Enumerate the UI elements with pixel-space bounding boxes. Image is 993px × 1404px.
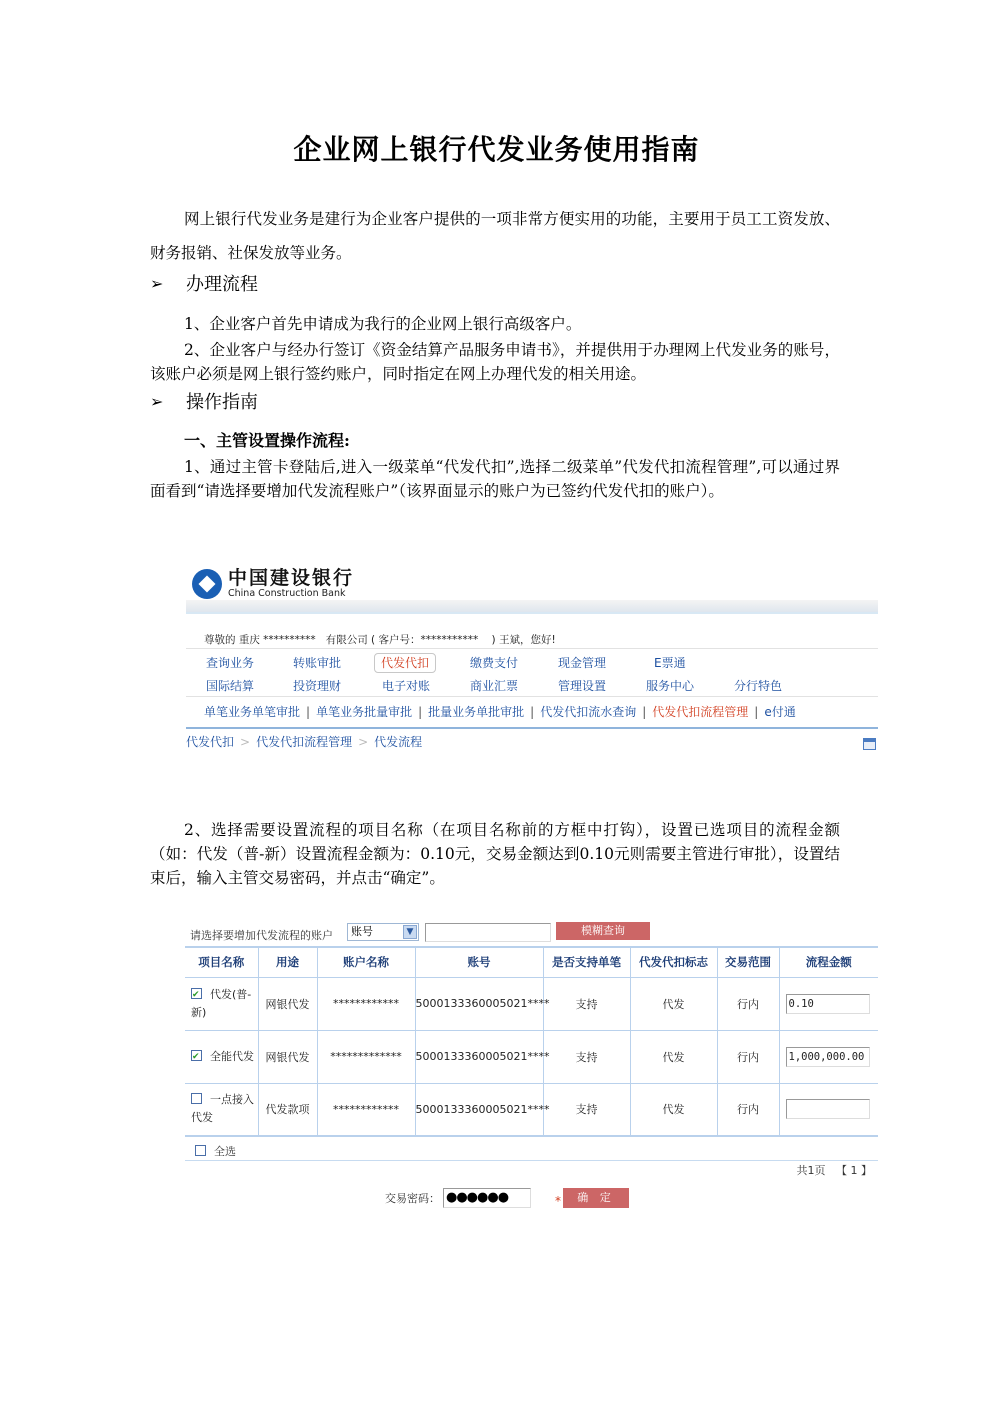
menu-item-intl-settlement[interactable]: 国际结算 — [206, 679, 255, 693]
logo-cn-text: 中国建设银行 — [228, 567, 355, 589]
logo-en-text: China Construction Bank — [228, 588, 346, 599]
main-menu-row-2 — [186, 676, 878, 696]
required-marker: * — [555, 1194, 561, 1208]
table-header-row — [185, 947, 878, 977]
divider — [186, 648, 878, 649]
divider — [186, 727, 878, 729]
column-header: 交易范围 — [717, 947, 779, 977]
ccb-banner-screenshot — [186, 560, 878, 755]
breadcrumb-item: 代发流程 — [374, 735, 423, 749]
submenu-single-batch[interactable]: 单笔业务批量审批 — [316, 705, 413, 719]
item-name: 一点接入代发 — [191, 1093, 254, 1125]
process-amount-input[interactable] — [786, 1099, 870, 1119]
use-cell: 网银代发 — [258, 977, 317, 1030]
greeting-text: 尊敬的 重庆 ********** 有限公司 ( 客户号：*********** ) 王斌，您好! — [204, 634, 556, 646]
use-cell: 网银代发 — [258, 1030, 317, 1083]
column-header: 是否支持单笔 — [543, 947, 630, 977]
menu-item-e-reconciliation[interactable]: 电子对账 — [382, 679, 431, 693]
submenu-single-single[interactable]: 单笔业务单笔审批 — [204, 705, 301, 719]
menu-item-investment[interactable]: 投资理财 — [293, 679, 342, 693]
section-heading-text: 办理流程 — [186, 274, 258, 295]
divider — [186, 696, 878, 697]
use-cell: 代发款项 — [258, 1083, 317, 1136]
window-icon[interactable] — [863, 738, 876, 750]
item-name-cell — [185, 1030, 258, 1083]
transaction-password-input[interactable]: ●●●●●● — [443, 1188, 531, 1208]
item-name: 代发(普-新) — [191, 987, 252, 1019]
account-no-cell: 5000133360005021**** — [415, 1030, 543, 1083]
flag-cell: 代发 — [630, 977, 717, 1030]
account-name-cell: ************* — [317, 1030, 415, 1083]
subheading-supervisor: 一、主管设置操作流程: — [184, 431, 350, 450]
table-row — [185, 977, 878, 1030]
password-label: 交易密码： — [385, 1192, 440, 1205]
item-name: 全能代发 — [210, 1049, 254, 1063]
select-all[interactable] — [195, 1143, 236, 1159]
account-no-cell: 5000133360005021**** — [415, 977, 543, 1030]
account-search-input[interactable] — [425, 923, 551, 942]
amount-cell — [779, 1030, 878, 1083]
process-amount-input[interactable]: 1,000,000.00 — [786, 1047, 870, 1067]
table-row — [185, 1030, 878, 1083]
flag-cell: 代发 — [630, 1083, 717, 1136]
column-header: 代发代扣标志 — [630, 947, 717, 977]
select-all-label: 全选 — [214, 1145, 236, 1158]
single-support-cell: 支持 — [543, 1083, 630, 1136]
menu-item-payroll[interactable]: 代发代扣 — [374, 653, 436, 673]
account-no-cell: 5000133360005021**** — [415, 1083, 543, 1136]
menu-item-transfer-approval[interactable]: 转账审批 — [293, 656, 342, 670]
section-heading-text: 操作指南 — [186, 392, 258, 413]
account-name-cell: ************ — [317, 1083, 415, 1136]
chevron-right-icon: > — [358, 735, 369, 749]
section-heading-process — [150, 270, 258, 296]
payroll-process-screenshot — [185, 920, 878, 1215]
row-checkbox[interactable] — [191, 1093, 202, 1104]
menu-item-management[interactable]: 管理设置 — [558, 679, 607, 693]
payroll-items-table — [185, 946, 878, 1137]
menu-item-cash-management[interactable]: 现金管理 — [558, 656, 607, 670]
select-all-checkbox[interactable] — [195, 1145, 206, 1156]
table-row — [185, 1083, 878, 1136]
account-name-cell: ************ — [317, 977, 415, 1030]
divider — [185, 1160, 878, 1161]
submenu-e-pay[interactable]: e付通 — [764, 705, 796, 719]
item-name-cell — [185, 1083, 258, 1136]
breadcrumb-item[interactable]: 代发代扣 — [186, 735, 235, 749]
row-checkbox[interactable] — [191, 1050, 202, 1061]
process-step-2: 2、企业客户与经办行签订《资金结算产品服务申请书》，并提供用于办理网上代发业务的账号，该账户必须是网上银行签约账户，同时指定在网上办理代发的相关用途。 — [150, 341, 840, 383]
menu-item-commercial-bill[interactable]: 商业汇票 — [470, 679, 519, 693]
menu-item-e-ticket[interactable]: E票通 — [654, 656, 686, 670]
column-header: 流程金额 — [779, 947, 878, 977]
single-support-cell: 支持 — [543, 1030, 630, 1083]
submenu: 单笔业务单笔审批 | 单笔业务批量审批 | 批量业务单批审批 | 代发代扣流水查询 | 代发代扣流程管理 | e付通 — [204, 705, 796, 719]
ccb-logo-icon — [192, 569, 222, 599]
arrowhead-bullet-icon: ➢ — [150, 273, 164, 293]
account-type-select[interactable] — [347, 923, 419, 941]
scope-cell: 行内 — [717, 977, 779, 1030]
column-header: 账户名称 — [317, 947, 415, 977]
flag-cell: 代发 — [630, 1030, 717, 1083]
chevron-down-icon[interactable]: ▼ — [403, 925, 417, 939]
guide-step-1: 1、通过主管卡登陆后,进入一级菜单“代发代扣”,选择二级菜单”代发代扣流程管理”,可以通过界面看到“请选择要增加代发流程账户”（该界面显示的账户为已签约代发代扣的账户）。 — [150, 458, 840, 500]
pager[interactable]: 共1页 【 1 】 — [796, 1164, 872, 1177]
main-menu-row-1 — [186, 653, 878, 673]
banner-bar — [186, 600, 878, 614]
document-title: 企业网上银行代发业务使用指南 — [293, 133, 700, 166]
intro-paragraph: 网上银行代发业务是建行为企业客户提供的一项非常方便实用的功能，主要用于员工工资发放、财务报销、社保发放等业务。 — [150, 210, 840, 262]
scope-cell: 行内 — [717, 1030, 779, 1083]
section-heading-guide — [150, 388, 258, 414]
submenu-payroll-flow-query[interactable]: 代发代扣流水查询 — [540, 705, 637, 719]
fuzzy-search-button[interactable]: 模糊查询 — [556, 922, 650, 940]
process-step-1: 1、企业客户首先申请成为我行的企业网上银行高级客户。 — [184, 315, 582, 333]
account-filter-bar — [185, 920, 878, 946]
ccb-logo — [192, 568, 354, 599]
filter-label: 请选择要增加代发流程的账户 — [190, 929, 333, 942]
row-checkbox[interactable] — [191, 988, 202, 999]
item-name-cell — [185, 977, 258, 1030]
column-header: 账号 — [415, 947, 543, 977]
amount-cell — [779, 977, 878, 1030]
menu-item-bill-payment[interactable]: 缴费支付 — [470, 656, 519, 670]
scope-cell: 行内 — [717, 1083, 779, 1136]
breadcrumb — [186, 733, 422, 750]
submenu-payroll-process-mgmt[interactable]: 代发代扣流程管理 — [652, 705, 749, 719]
amount-cell — [779, 1083, 878, 1136]
confirm-button[interactable]: 确 定 — [563, 1188, 629, 1208]
column-header: 项目名称 — [185, 947, 258, 977]
guide-step-2: 2、选择需要设置流程的项目名称（在项目名称前的方框中打钩），设置已选项目的流程金额（如：代发（普-新）设置流程金额为：0.10元，交易金额达到0.10元则需要主管进行审批），设置结束后，输入主管交易密码，并点击“确定”。 — [150, 821, 840, 887]
menu-item-query[interactable]: 查询业务 — [206, 656, 255, 670]
chevron-right-icon: > — [240, 735, 251, 749]
single-support-cell: 支持 — [543, 977, 630, 1030]
column-header: 用途 — [258, 947, 317, 977]
arrowhead-bullet-icon: ➢ — [150, 391, 164, 411]
submenu-batch-single[interactable]: 批量业务单批审批 — [428, 705, 525, 719]
breadcrumb-item[interactable]: 代发代扣流程管理 — [256, 735, 353, 749]
process-amount-input[interactable]: 0.10 — [786, 994, 870, 1014]
menu-item-branch-features[interactable]: 分行特色 — [734, 679, 783, 693]
menu-item-service-center[interactable]: 服务中心 — [646, 679, 695, 693]
select-value: 账号 — [351, 925, 373, 938]
